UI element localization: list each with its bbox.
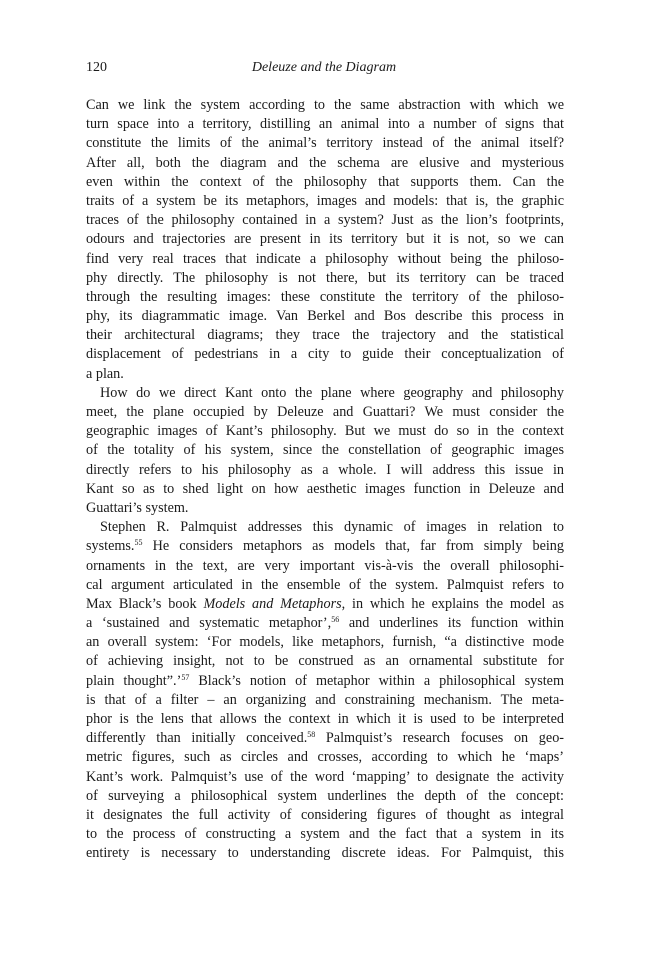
text-run: Black’s notion of metaphor within a philosophical system [189, 672, 565, 689]
footnote-ref-55[interactable]: 55 [134, 538, 143, 548]
text-line: of the totality of his system, since the constellation of geographic images [86, 442, 564, 459]
text-line: phy, its diagrammatic image. Van Berkel and Bos describe this process in [86, 308, 564, 325]
running-title: Deleuze and the Diagram [251, 60, 397, 75]
book-title: Models and Metaphors [203, 595, 342, 612]
text-line: turn space into a territory, distilling an animal into a number of signs that [86, 116, 564, 133]
text-line: even within the context of the philosophy that supports them. Can the [86, 173, 564, 190]
text-line: entirety is necessary to understanding discrete ideas. For Palmquist, this [86, 845, 564, 862]
running-head [86, 58, 562, 78]
text-line: geographic images of Kant’s philosophy. But we must do so in the context [86, 423, 564, 440]
text-run: a ‘sustained and systematic metaphor’, [86, 615, 332, 632]
page-number: 120 [86, 60, 107, 75]
paragraph-first-line: How do we direct Kant onto the plane where geography and philosophy [100, 384, 564, 401]
text-line [86, 672, 564, 691]
text-line [86, 595, 564, 614]
text-line: Kant so as to shed light on how aesthetic images function in Deleuze and [86, 480, 564, 497]
text-run: differently than initially conceived. [86, 730, 308, 747]
footnote-ref-57[interactable]: 57 [181, 672, 190, 682]
text-line [86, 614, 564, 633]
text-run: plain thought”.’ [86, 672, 182, 689]
text-line: find very real traces that indicate a philosophy without being the philoso- [86, 250, 564, 267]
text-line: is that of a filter – an organizing and constraining mechanism. The meta- [86, 691, 564, 708]
body-text [86, 96, 564, 864]
text-line: meet, the plane occupied by Deleuze and Guattari? We must consider the [86, 404, 564, 420]
text-line: cal argument articulated in the ensemble of the system. Palmquist refers to [86, 576, 564, 593]
text-line: their architectural diagrams; they trace the trajectory and the statistical [86, 327, 564, 344]
text-line: Guattari’s system. [86, 499, 189, 516]
text-line: it designates the full activity of considering figures of thought as integral [86, 806, 564, 823]
text-line [86, 537, 564, 556]
text-line: displacement of pedestrians in a city to guide their conceptualization of [86, 346, 564, 363]
text-run: systems. [86, 538, 135, 555]
text-run: Max Black’s book [86, 595, 204, 612]
text-run: and underlines its function within [339, 615, 565, 632]
text-line: After all, both the diagram and the schema are elusive and mysterious [86, 154, 564, 171]
footnote-ref-56[interactable]: 56 [331, 615, 340, 625]
text-line: odours and trajectories are present in its territory but it is not, so we can [86, 231, 564, 248]
text-line: of surveying a philosophical system underlines the depth of the concept: [86, 787, 564, 804]
text-line: to the process of constructing a system and the fact that a system in its [86, 826, 564, 843]
text-line: of achieving insight, not to be construed as an ornamental substitute for [86, 653, 564, 670]
text-line: through the resulting images: these constitute the territory of the philoso- [86, 288, 564, 305]
text-line: a plan. [86, 365, 124, 382]
text-line: an overall system: ‘For models, like metaphors, furnish, “a distinctive mode [86, 634, 564, 651]
text-line: Can we link the system according to the same abstraction with which we [86, 97, 564, 113]
paragraph-first-line: Stephen R. Palmquist addresses this dynamic of images in relation to [100, 519, 564, 536]
text-line: metric figures, such as circles and crosses, according to which he ‘maps’ [86, 749, 564, 766]
text-line: Kant’s work. Palmquist’s use of the word ‘mapping’ to designate the activity [86, 768, 564, 785]
text-line: traces of the philosophy contained in a system? Just as the lion’s footprints, [86, 212, 564, 229]
text-run: He considers metaphors as models that, far from simply being [142, 538, 564, 555]
text-run: , in which he explains the model as [341, 595, 564, 612]
text-line: phy directly. The philosophy is not there, but its territory can be traced [86, 269, 564, 286]
text-line: traits of a system be its metaphors, images and models: that is, the graphic [86, 192, 564, 209]
text-line: directly refers to his philosophy as a whole. I will address this issue in [86, 461, 564, 478]
text-run: Palmquist’s research focuses on geo- [315, 730, 565, 747]
text-line: ornaments in the text, are very important vis-à-vis the overall philosophi- [86, 557, 564, 574]
text-line: phor is the lens that allows the context in which it is used to be interpreted [86, 711, 564, 727]
text-line [86, 729, 564, 748]
footnote-ref-58[interactable]: 58 [307, 730, 316, 740]
text-line: constitute the limits of the animal’s territory instead of the animal itself? [86, 135, 564, 152]
